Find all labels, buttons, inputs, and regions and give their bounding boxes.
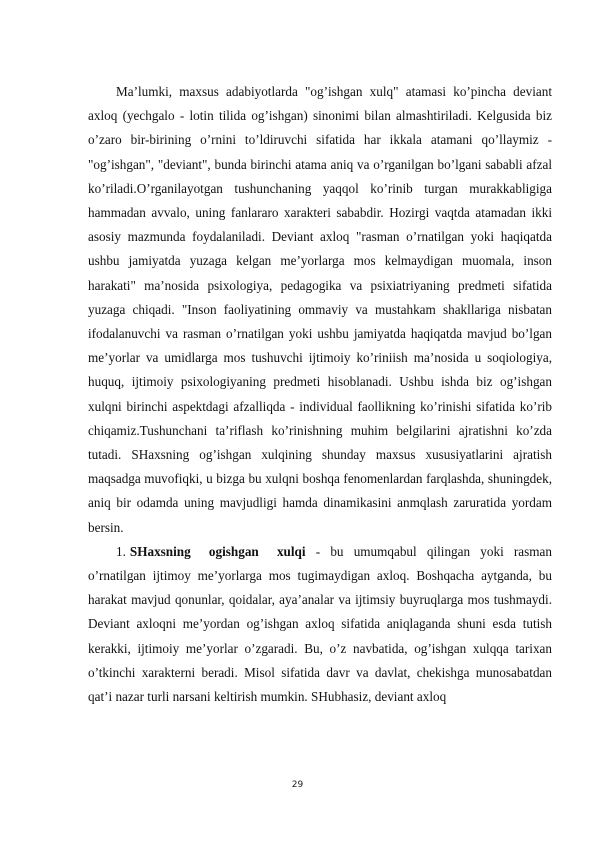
numbered-item-1 — [88, 540, 552, 709]
item-number: 1. — [116, 543, 126, 559]
body-text — [88, 80, 552, 709]
item-term: SHaxsning ogishgan xulqi — [129, 543, 306, 559]
item-text: - bu umumqabul qilingan yoki rasman o’rnatilgan ijtimoy me’yorlarga mos tugimaydigan axloq. Boshqacha aytganda, bu harakat mavjud qonunlar, qoidalar, aya’analar va ijtimsiy buyruqlarga mos tushmaydi. Deviant axloqni me’yordan og’ishgan axloq sifatida aniqlaganda shuni esda tutish kerakki, ijtimoiy me’yorlar o’zgaradi. Bu, o’z navbatida, og’ishgan xulqqa tarixan o’tkinchi xarakterni beradi. Misol sifatida davr va davlat, chekishga munosabatdan qat’i nazar turli narsani keltirish mumkin. SHubhasiz, deviant axloq — [88, 543, 552, 705]
paragraph-intro: Ma’lumki, maxsus adabiyotlarda "og’ishgan xulq" atamasi ko’pincha deviant axloq (yechgalo - lotin tilida og’ishgan) sinonimi bilan almashtiriladi. Kelgusida biz o’zaro bir-birining o’rnini to’ldiruvchi sifatida har ikkala atamani qo’llaymiz - "og’ishgan", "deviant", bunda birinchi atama aniq va o’rganilgan bo’lgani sababli afzal ko’riladi.O’rganilayotgan tushunchaning yaqqol ko’rinib turgan murakkabligiga hammadan avvalo, uning fanlararo xarakteri sababdir. Hozirgi vaqtda atamadan ikki asosiy mazmunda foydalaniladi. Deviant axloq "rasman o’rnatilgan yoki haqiqatda ushbu jamiyatda yuzaga kelgan me’yorlarga mos kelmaydigan muomala, inson harakati" ma’nosida psixologiya, pedagogika va psixiatriyaning predmeti sifatida yuzaga chiqadi. "Inson faoliyatining ommaviy va mustahkam shakllariga nisbatan ifodalanuvchi va rasman o’rnatilgan yoki ushbu jamiyatda haqiqatda mavjud bo’lgan me’yorlar va umidlarga mos tushuvchi ijtimoiy ko’riniish ma’nosida u soqiologiya, huquq, ijtimoiy psixologiyaning predmeti hisoblanadi. Ushbu ishda biz og’ishgan xulqni birinchi aspektdagi afzalliqda - individual faollikning ko’rinishi sifatida ko’rib chiqamiz.Tushunchani ta’riflash ko’rinishning muhim belgilarini ajratishni ko’zda tutadi. SHaxsning og’ishgan xulqining shunday maxsus xususiyatlarini ajratish maqsadga muvofiqki, u bizga bu xulqni boshqa fenomenlardan farqlashda, shuningdek, aniq bir odamda uning mavjudligi hamda dinamikasini anmqlash zaruratida yordam bersin. — [88, 84, 552, 535]
page-number: 29 — [291, 780, 304, 790]
